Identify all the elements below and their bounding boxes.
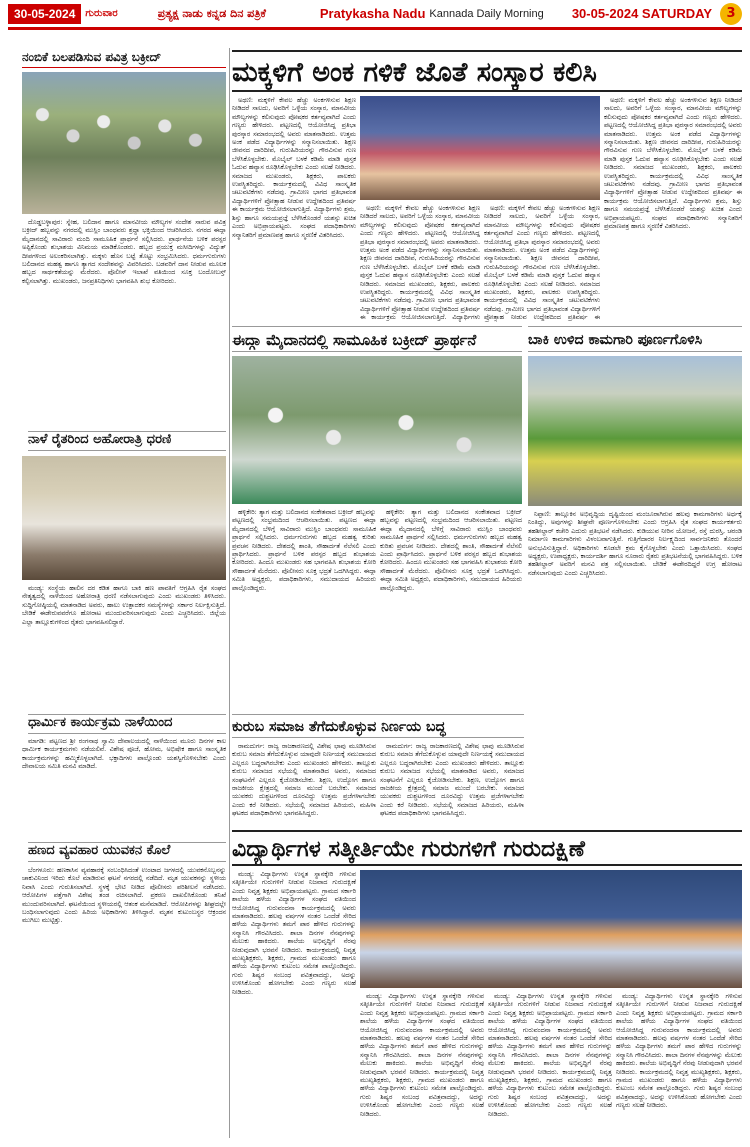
page-number: 3 [720,3,742,25]
tagline: ಪ್ರತ್ಯಕ್ಷ ನಾಡು ಕನ್ನಡ ದಿನ ಪತ್ರಿಕೆ [157,6,266,20]
photo-farmers-meeting [22,456,226,580]
story-sanskara-body-col4: ಅಥಣಿ: ಮಕ್ಕಳಿಗೆ ಕೇವಲ ಹೆಚ್ಚು ಅಂಕಗಳಿಸುವ ಶಿಕ್ಷಣ ನೀಡಿದರೆ ಸಾಲದು, ಅವರಿಗೆ ಒಳ್ಳೆಯ ಸಂಸ್ಕಾರ, ಮಾನವೀಯ ಮೌಲ್ಯಗಳನ್ನು ಕಲಿಸುವುದು ಪೋಷಕರ ಕರ್ತವ್ಯವಾಗಿದೆ ಎಂದು ಗಣ್ಯರು ಹೇಳಿದರು. ಪಟ್ಟಣದಲ್ಲಿ ಆಯೋಜಿಸಿದ್ದ ಪ್ರತಿಭಾ ಪುರಸ್ಕಾರ ಸಮಾರಂಭದಲ್ಲಿ ಅವರು ಮಾತನಾಡಿದರು. ಉತ್ತಮ ಅಂಕ ಪಡೆದ ವಿದ್ಯಾರ್ಥಿಗಳನ್ನು ಸನ್ಮಾನಿಸಲಾಯಿತು. ಶಿಕ್ಷಣ ಜೀವನದ ದಾರಿದೀಪ, ಗುರುಹಿರಿಯರನ್ನು ಗೌರವಿಸುವ ಗುಣ ಬೆಳೆಸಿಕೊಳ್ಳಬೇಕು. ಮೊಬೈಲ್ ಬಳಕೆ ಕಡಿಮೆ ಮಾಡಿ ಪುಸ್ತಕ ಓದುವ ಹವ್ಯಾಸ ರೂಢಿಸಿಕೊಳ್ಳಬೇಕು ಎಂದು ಸಲಹೆ ನೀಡಿದರು. ಸಮಾಜದ ಮುಖಂಡರು, ಶಿಕ್ಷಕರು, ಪಾಲಕರು ಉಪಸ್ಥಿತರಿದ್ದರು. ಕಾರ್ಯಕ್ರಮದಲ್ಲಿ ವಿವಿಧ ಸಾಂಸ್ಕೃತಿಕ ಚಟುವಟಿಕೆಗಳು ನಡೆದವು. ಗ್ರಾಮೀಣ ಭಾಗದ ಪ್ರತಿಭಾವಂತ ವಿದ್ಯಾರ್ಥಿಗಳಿಗೆ ಪ್ರೋತ್ಸಾಹ ನೀಡುವ ಉದ್ದೇಶದಿಂದ ಪ್ರತಿವರ್ಷ ಈ ಕಾರ್ಯಕ್ರಮ ಆಯೋಜಿಸಲಾಗುತ್ತಿದೆ. ವಿದ್ಯಾರ್ಥಿಗಳು ಶ್ರಮ, ಶಿಸ್ತು ಹಾಗೂ ಸಮಯಪ್ರಜ್ಞೆ ಬೆಳೆಸಿಕೊಂಡರೆ ಯಶಸ್ಸು ಖಚಿತ ಎಂದು ಅಭಿಪ್ರಾಯಪಟ್ಟರು. ಸಂಘದ ಪದಾಧಿಕಾರಿಗಳು ಸನ್ಮಾನಿತರಿಗೆ ಪ್ರಮಾಣಪತ್ರ ಹಾಗೂ ಸ್ಮರಣಿಕೆ ವಿತರಿಸಿದರು. [604,96,742,231]
story-farmers-body: ಮಂಡ್ಯ: ಸಂಸ್ಥೆಯ ಹಾಲಿನ ದರ ಕಡಿತ ಹಾಗೂ ಬಾಕಿ ಹಣ ಪಾವತಿಗೆ ಆಗ್ರಹಿಸಿ ರೈತ ಸಂಘದ ನೇತೃತ್ವದಲ್ಲಿ ನಾಳೆಯಿಂದ ಅಹೋರಾತ್ರಿ ಧರಣಿ ನಡೆಸಲಾಗುವುದು ಎಂದು ಮುಖಂಡರು ತಿಳಿಸಿದರು. ಸುದ್ದಿಗೋಷ್ಠಿಯಲ್ಲಿ ಮಾತನಾಡಿದ ಅವರು, ಹಾಲು ಉತ್ಪಾದಕರ ಸಮಸ್ಯೆಗಳನ್ನು ಸರ್ಕಾರ ನಿರ್ಲಕ್ಷಿಸುತ್ತಿದೆ. ಬೇಡಿಕೆ ಈಡೇರುವವರೆಗೂ ಹೋರಾಟ ಮುಂದುವರಿಸಲಾಗುವುದು ಎಂದು ಎಚ್ಚರಿಸಿದರು. ಜಿಲ್ಲೆಯ ಎಲ್ಲಾ ತಾಲ್ಲೂಕುಗಳಿಂದ ರೈತರು ಭಾಗವಹಿಸಲಿದ್ದಾರೆ. [22,584,226,626]
headline-religious-program: ಧಾರ್ಮಿಕ ಕಾರ್ಯಕ್ರಮ ನಾಳೆಯಿಂದ [28,714,226,734]
photo-award-ceremony [360,96,600,200]
story-religious-body: ಮಾಗಡಿ: ಪಟ್ಟಣದ ಶ್ರೀ ರಂಗನಾಥ ಸ್ವಾಮಿ ದೇವಾಲಯದಲ್ಲಿ ನಾಳೆಯಿಂದ ಮೂರು ದಿನಗಳ ಕಾಲ ಧಾರ್ಮಿಕ ಕಾರ್ಯಕ್ರಮಗಳು ನಡೆಯಲಿವೆ. ವಿಶೇಷ ಪೂಜೆ, ಹೋಮ, ಅಭಿಷೇಕ ಹಾಗೂ ಸಾಂಸ್ಕೃತಿಕ ಕಾರ್ಯಕ್ರಮಗಳನ್ನು ಹಮ್ಮಿಕೊಳ್ಳಲಾಗಿದೆ. ಭಕ್ತಾದಿಗಳು ಪಾಲ್ಗೊಂಡು ಯಶಸ್ವಿಗೊಳಿಸಬೇಕು ಎಂದು ದೇವಾಲಯ ಸಮಿತಿ ಮನವಿ ಮಾಡಿದೆ. [22,737,226,771]
story-sanskara-body-col2: ಅಥಣಿ: ಮಕ್ಕಳಿಗೆ ಕೇವಲ ಹೆಚ್ಚು ಅಂಕಗಳಿಸುವ ಶಿಕ್ಷಣ ನೀಡಿದರೆ ಸಾಲದು, ಅವರಿಗೆ ಒಳ್ಳೆಯ ಸಂಸ್ಕಾರ, ಮಾನವೀಯ ಮೌಲ್ಯಗಳನ್ನು ಕಲಿಸುವುದು ಪೋಷಕರ ಕರ್ತವ್ಯವಾಗಿದೆ ಎಂದು ಗಣ್ಯರು ಹೇಳಿದರು. ಪಟ್ಟಣದಲ್ಲಿ ಆಯೋಜಿಸಿದ್ದ ಪ್ರತಿಭಾ ಪುರಸ್ಕಾರ ಸಮಾರಂಭದಲ್ಲಿ ಅವರು ಮಾತನಾಡಿದರು. ಉತ್ತಮ ಅಂಕ ಪಡೆದ ವಿದ್ಯಾರ್ಥಿಗಳನ್ನು ಸನ್ಮಾನಿಸಲಾಯಿತು. ಶಿಕ್ಷಣ ಜೀವನದ ದಾರಿದೀಪ, ಗುರುಹಿರಿಯರನ್ನು ಗೌರವಿಸುವ ಗುಣ ಬೆಳೆಸಿಕೊಳ್ಳಬೇಕು. ಮೊಬೈಲ್ ಬಳಕೆ ಕಡಿಮೆ ಮಾಡಿ ಪುಸ್ತಕ ಓದುವ ಹವ್ಯಾಸ ರೂಢಿಸಿಕೊಳ್ಳಬೇಕು ಎಂದು ಸಲಹೆ ನೀಡಿದರು. ಸಮಾಜದ ಮುಖಂಡರು, ಶಿಕ್ಷಕರು, ಪಾಲಕರು ಉಪಸ್ಥಿತರಿದ್ದರು. ಕಾರ್ಯಕ್ರಮದಲ್ಲಿ ವಿವಿಧ ಸಾಂಸ್ಕೃತಿಕ ಚಟುವಟಿಕೆಗಳು ನಡೆದವು. ಗ್ರಾಮೀಣ ಭಾಗದ ಪ್ರತಿಭಾವಂತ ವಿದ್ಯಾರ್ಥಿಗಳಿಗೆ ಪ್ರೋತ್ಸಾಹ ನೀಡುವ ಉದ್ದೇಶದಿಂದ ಪ್ರತಿವರ್ಷ ಈ ಕಾರ್ಯಕ್ರಮ ಆಯೋಜಿಸಲಾಗುತ್ತಿದೆ. ವಿದ್ಯಾರ್ಥಿಗಳು [360,204,480,322]
paper-name: Pratykasha Nadu [319,6,426,21]
headline-sanskara: ಮಕ್ಕಳಿಗೆ ಅಂಕ ಗಳಿಕೆ ಜೊತೆ ಸಂಸ್ಕಾರ ಕಲಿಸಿ [232,50,742,92]
story-gurudakshine-body-col4: ಮಂಡ್ಯ: ವಿದ್ಯಾರ್ಥಿಗಳು ಉನ್ನತ ಸ್ಥಾನಕ್ಕೇರಿ ಗಳಿಸುವ ಸತ್ಕೀರ್ತಿಯೇ ಗುರುಗಳಿಗೆ ನೀಡುವ ನಿಜವಾದ ಗುರುದಕ್ಷಿಣೆ ಎಂದು ನಿವೃತ್ತ ಶಿಕ್ಷಕರು ಅಭಿಪ್ರಾಯಪಟ್ಟರು. ಗ್ರಾಮದ ಸರ್ಕಾರಿ ಶಾಲೆಯ ಹಳೆಯ ವಿದ್ಯಾರ್ಥಿಗಳ ಸಂಘದ ವತಿಯಿಂದ ಆಯೋಜಿಸಿದ್ದ ಗುರುವಂದನಾ ಕಾರ್ಯಕ್ರಮದಲ್ಲಿ ಅವರು ಮಾತನಾಡಿದರು. ಹಲವು ವರ್ಷಗಳ ನಂತರ ಒಂದೆಡೆ ಸೇರಿದ ಹಳೆಯ ವಿದ್ಯಾರ್ಥಿಗಳು ತಮಗೆ ಪಾಠ ಹೇಳಿದ ಗುರುಗಳನ್ನು ಸನ್ಮಾನಿಸಿ ಗೌರವಿಸಿದರು. ಶಾಲಾ ದಿನಗಳ ನೆನಪುಗಳನ್ನು ಮೆಲುಕು ಹಾಕಿದರು. ಶಾಲೆಯ ಅಭಿವೃದ್ಧಿಗೆ ನೆರವು ನೀಡುವುದಾಗಿ ಭರವಸೆ ನೀಡಿದರು. ಕಾರ್ಯಕ್ರಮದಲ್ಲಿ ನಿವೃತ್ತ ಮುಖ್ಯಶಿಕ್ಷಕರು, ಶಿಕ್ಷಕರು, ಗ್ರಾಮದ ಮುಖಂಡರು ಹಾಗೂ ಹಳೆಯ ವಿದ್ಯಾರ್ಥಿಗಳು ಕುಟುಂಬ ಸಮೇತ ಪಾಲ್ಗೊಂಡಿದ್ದರು. ಗುರು ಶಿಷ್ಯರ ಸಂಬಂಧ ಪವಿತ್ರವಾದದ್ದು, ಅದನ್ನು ಉಳಿಸಿಕೊಂಡು ಹೋಗಬೇಕು ಎಂದು ಗಣ್ಯರು ಸಲಹೆ ನೀಡಿದರು. [616,992,742,1110]
headline-farmers-dharna: ನಾಳೆ ರೈತರಿಂದ ಅಹೋರಾತ್ರಿ ಧರಣಿ [28,431,226,451]
photo-gurudakshine-group [360,870,742,988]
headline-kuruba: ಕುರುಬ ಸಮಾಜ ತೆಗೆದುಕೊಳ್ಳುವ ನಿರ್ಣಯ ಬದ್ಧ [232,714,524,738]
headline-gurudakshine: ವಿದ್ಯಾರ್ಥಿಗಳ ಸತ್ಕೀರ್ತಿಯೇ ಗುರುಗಳಿಗೆ ಗುರುದಕ್ಷಿಣೆ [232,830,742,866]
photo-protest [528,356,742,506]
story-pending-works-body: ನಿಪ್ಪಾಣಿ: ತಾಲ್ಲೂಕಿನ ಅಭಿವೃದ್ಧಿಯ ದೃಷ್ಟಿಯಿಂದ ಮಂಜೂರಾಗಿರುವ ಹಲವು ಕಾಮಗಾರಿಗಳು ಅರ್ಧಕ್ಕೆ ನಿಂತಿದ್ದು, ಅವುಗಳನ್ನು ಶೀಘ್ರವೇ ಪೂರ್ಣಗೊಳಿಸಬೇಕು ಎಂದು ಆಗ್ರಹಿಸಿ ರೈತ ಸಂಘದ ಕಾರ್ಯಕರ್ತರು ತಹಶೀಲ್ದಾರ್ ಕಚೇರಿ ಎದುರು ಪ್ರತಿಭಟನೆ ನಡೆಸಿದರು. ಕುಡಿಯುವ ನೀರಿನ ಯೋಜನೆ, ರಸ್ತೆ ದುರಸ್ತಿ, ಚರಂಡಿ ನಿರ್ಮಾಣ ಕಾಮಗಾರಿಗಳು ವಿಳಂಬವಾಗುತ್ತಿವೆ. ಗುತ್ತಿಗೆದಾರರ ನಿರ್ಲಕ್ಷ್ಯದಿಂದ ಸಾರ್ವಜನಿಕರು ತೊಂದರೆ ಅನುಭವಿಸುತ್ತಿದ್ದಾರೆ. ಅಧಿಕಾರಿಗಳು ಕೂಡಲೇ ಕ್ರಮ ಕೈಗೊಳ್ಳಬೇಕು ಎಂದು ಒತ್ತಾಯಿಸಿದರು. ಸಂಘದ ಅಧ್ಯಕ್ಷರು, ಉಪಾಧ್ಯಕ್ಷರು, ಕಾರ್ಯದರ್ಶಿ ಹಾಗೂ ನೂರಾರು ರೈತರು ಪ್ರತಿಭಟನೆಯಲ್ಲಿ ಭಾಗವಹಿಸಿದ್ದರು. ಬಳಿಕ ತಹಶೀಲ್ದಾರ್ ಅವರಿಗೆ ಮನವಿ ಪತ್ರ ಸಲ್ಲಿಸಲಾಯಿತು. ಬೇಡಿಕೆ ಈಡೇರದಿದ್ದರೆ ಉಗ್ರ ಹೋರಾಟ ನಡೆಸಲಾಗುವುದು ಎಂದು ಎಚ್ಚರಿಸಿದರು. [528,510,742,577]
weekday: ಗುರುವಾರ [85,8,118,19]
story-kuruba-body-col2: ರಾಮದುರ್ಗ: ರಾಜ್ಯ ರಾಜಕಾರಣದಲ್ಲಿ ವಿಶೇಷ ಛಾಪು ಮೂಡಿಸಿರುವ ಕುರುಬ ಸಮಾಜ ತೆಗೆದುಕೊಳ್ಳುವ ಯಾವುದೇ ನಿರ್ಣಯಕ್ಕೆ ಸಮುದಾಯದ ಎಲ್ಲರೂ ಬದ್ಧರಾಗಿರಬೇಕು ಎಂದು ಮುಖಂಡರು ಹೇಳಿದರು. ತಾಲ್ಲೂಕು ಕುರುಬ ಸಮಾಜದ ಸಭೆಯಲ್ಲಿ ಮಾತನಾಡಿದ ಅವರು, ಸಮಾಜದ ಸಂಘಟನೆಗೆ ಎಲ್ಲರೂ ಕೈಜೋಡಿಸಬೇಕು. ಶಿಕ್ಷಣ, ಉದ್ಯೋಗ ಹಾಗೂ ರಾಜಕೀಯ ಕ್ಷೇತ್ರದಲ್ಲಿ ಸಮಾಜ ಮುಂದೆ ಬರಬೇಕು. ಸಮಾಜದ ಯುವಕರು ದುಶ್ಚಟಗಳಿಂದ ದೂರವಿದ್ದು ಉತ್ತಮ ಪ್ರಜೆಗಳಾಗಬೇಕು ಎಂದು ಕರೆ ನೀಡಿದರು. ಸಭೆಯಲ್ಲಿ ಸಮಾಜದ ಹಿರಿಯರು, ಮಹಿಳಾ ಘಟಕದ ಪದಾಧಿಕಾರಿಗಳು ಭಾಗವಹಿಸಿದ್ದರು. [380,742,524,818]
story-gurudakshine-body-col3: ಮಂಡ್ಯ: ವಿದ್ಯಾರ್ಥಿಗಳು ಉನ್ನತ ಸ್ಥಾನಕ್ಕೇರಿ ಗಳಿಸುವ ಸತ್ಕೀರ್ತಿಯೇ ಗುರುಗಳಿಗೆ ನೀಡುವ ನಿಜವಾದ ಗುರುದಕ್ಷಿಣೆ ಎಂದು ನಿವೃತ್ತ ಶಿಕ್ಷಕರು ಅಭಿಪ್ರಾಯಪಟ್ಟರು. ಗ್ರಾಮದ ಸರ್ಕಾರಿ ಶಾಲೆಯ ಹಳೆಯ ವಿದ್ಯಾರ್ಥಿಗಳ ಸಂಘದ ವತಿಯಿಂದ ಆಯೋಜಿಸಿದ್ದ ಗುರುವಂದನಾ ಕಾರ್ಯಕ್ರಮದಲ್ಲಿ ಅವರು ಮಾತನಾಡಿದರು. ಹಲವು ವರ್ಷಗಳ ನಂತರ ಒಂದೆಡೆ ಸೇರಿದ ಹಳೆಯ ವಿದ್ಯಾರ್ಥಿಗಳು ತಮಗೆ ಪಾಠ ಹೇಳಿದ ಗುರುಗಳನ್ನು ಸನ್ಮಾನಿಸಿ ಗೌರವಿಸಿದರು. ಶಾಲಾ ದಿನಗಳ ನೆನಪುಗಳನ್ನು ಮೆಲುಕು ಹಾಕಿದರು. ಶಾಲೆಯ ಅಭಿವೃದ್ಧಿಗೆ ನೆರವು ನೀಡುವುದಾಗಿ ಭರವಸೆ ನೀಡಿದರು. ಕಾರ್ಯಕ್ರಮದಲ್ಲಿ ನಿವೃತ್ತ ಮುಖ್ಯಶಿಕ್ಷಕರು, ಶಿಕ್ಷಕರು, ಗ್ರಾಮದ ಮುಖಂಡರು ಹಾಗೂ ಹಳೆಯ ವಿದ್ಯಾರ್ಥಿಗಳು ಕುಟುಂಬ ಸಮೇತ ಪಾಲ್ಗೊಂಡಿದ್ದರು. ಗುರು ಶಿಷ್ಯರ ಸಂಬಂಧ ಪವಿತ್ರವಾದದ್ದು, ಅದನ್ನು ಉಳಿಸಿಕೊಂಡು ಹೋಗಬೇಕು ಎಂದು ಗಣ್ಯರು ಸಲಹೆ ನೀಡಿದರು. [488,992,612,1118]
photo-eidgah-prayer [232,356,522,504]
story-sanskara-body-col1: ಅಥಣಿ: ಮಕ್ಕಳಿಗೆ ಕೇವಲ ಹೆಚ್ಚು ಅಂಕಗಳಿಸುವ ಶಿಕ್ಷಣ ನೀಡಿದರೆ ಸಾಲದು, ಅವರಿಗೆ ಒಳ್ಳೆಯ ಸಂಸ್ಕಾರ, ಮಾನವೀಯ ಮೌಲ್ಯಗಳನ್ನು ಕಲಿಸುವುದು ಪೋಷಕರ ಕರ್ತವ್ಯವಾಗಿದೆ ಎಂದು ಗಣ್ಯರು ಹೇಳಿದರು. ಪಟ್ಟಣದಲ್ಲಿ ಆಯೋಜಿಸಿದ್ದ ಪ್ರತಿಭಾ ಪುರಸ್ಕಾರ ಸಮಾರಂಭದಲ್ಲಿ ಅವರು ಮಾತನಾಡಿದರು. ಉತ್ತಮ ಅಂಕ ಪಡೆದ ವಿದ್ಯಾರ್ಥಿಗಳನ್ನು ಸನ್ಮಾನಿಸಲಾಯಿತು. ಶಿಕ್ಷಣ ಜೀವನದ ದಾರಿದೀಪ, ಗುರುಹಿರಿಯರನ್ನು ಗೌರವಿಸುವ ಗುಣ ಬೆಳೆಸಿಕೊಳ್ಳಬೇಕು. ಮೊಬೈಲ್ ಬಳಕೆ ಕಡಿಮೆ ಮಾಡಿ ಪುಸ್ತಕ ಓದುವ ಹವ್ಯಾಸ ರೂಢಿಸಿಕೊಳ್ಳಬೇಕು ಎಂದು ಸಲಹೆ ನೀಡಿದರು. ಸಮಾಜದ ಮುಖಂಡರು, ಶಿಕ್ಷಕರು, ಪಾಲಕರು ಉಪಸ್ಥಿತರಿದ್ದರು. ಕಾರ್ಯಕ್ರಮದಲ್ಲಿ ವಿವಿಧ ಸಾಂಸ್ಕೃತಿಕ ಚಟುವಟಿಕೆಗಳು ನಡೆದವು. ಗ್ರಾಮೀಣ ಭಾಗದ ಪ್ರತಿಭಾವಂತ ವಿದ್ಯಾರ್ಥಿಗಳಿಗೆ ಪ್ರೋತ್ಸಾಹ ನೀಡುವ ಉದ್ದೇಶದಿಂದ ಪ್ರತಿವರ್ಷ ಈ ಕಾರ್ಯಕ್ರಮ ಆಯೋಜಿಸಲಾಗುತ್ತಿದೆ. ವಿದ್ಯಾರ್ಥಿಗಳು ಶ್ರಮ, ಶಿಸ್ತು ಹಾಗೂ ಸಮಯಪ್ರಜ್ಞೆ ಬೆಳೆಸಿಕೊಂಡರೆ ಯಶಸ್ಸು ಖಚಿತ ಎಂದು ಅಭಿಪ್ರಾಯಪಟ್ಟರು. ಸಂಘದ ಪದಾಧಿಕಾರಿಗಳು ಸನ್ಮಾನಿತರಿಗೆ ಪ್ರಮಾಣಪತ್ರ ಹಾಗೂ ಸ್ಮರಣಿಕೆ ವಿತರಿಸಿದರು. [232,96,356,239]
story-bakrid-faith-body: ದೊಡ್ಡಬಳ್ಳಾಪುರ: ಸ್ನೇಹ, ಬಲಿದಾನ ಹಾಗೂ ಮಾನವೀಯ ಮೌಲ್ಯಗಳ ಸಂದೇಶ ಸಾರುವ ಪವಿತ್ರ ಬಕ್ರೀದ್ ಹಬ್ಬವನ್ನು ನಗರದಲ್ಲಿ ಮುಸ್ಲಿಂ ಬಾಂಧವರು ಶ್ರದ್ಧಾ ಭಕ್ತಿಯಿಂದ ಆಚರಿಸಿದರು. ನಗರದ ಈದ್ಗಾ ಮೈದಾನದಲ್ಲಿ ಸಾವಿರಾರು ಮಂದಿ ಸಾಮೂಹಿಕ ಪ್ರಾರ್ಥನೆ ಸಲ್ಲಿಸಿದರು. ಪ್ರಾರ್ಥನೆಯ ಬಳಿಕ ಪರಸ್ಪರ ಅಪ್ಪಿಕೊಂಡು ಶುಭಾಶಯ ವಿನಿಮಯ ಮಾಡಿಕೊಂಡರು. ಹಬ್ಬದ ಪ್ರಯುಕ್ತ ಮಸೀದಿಗಳನ್ನು ವಿದ್ಯುತ್ ದೀಪಗಳಿಂದ ಅಲಂಕರಿಸಲಾಗಿತ್ತು. ಮಕ್ಕಳು ಹೊಸ ಬಟ್ಟೆ ತೊಟ್ಟು ಸಂಭ್ರಮಿಸಿದರು. ಧರ್ಮಗುರುಗಳು ಬಲಿದಾನದ ಮಹತ್ವ ಹಾಗೂ ತ್ಯಾಗದ ಸಂದೇಶವನ್ನು ವಿವರಿಸಿದರು. ಬಡವರಿಗೆ ದಾನ ನೀಡುವ ಮೂಲಕ ಹಬ್ಬದ ಸಾರ್ಥಕತೆಯನ್ನು ಮೆರೆದರು. ಪೊಲೀಸ್ ಇಲಾಖೆ ವತಿಯಿಂದ ಸೂಕ್ತ ಬಂದೋಬಸ್ತ್ ಕಲ್ಪಿಸಲಾಗಿತ್ತು. ಮುಖಂಡರು, ಜನಪ್ರತಿನಿಧಿಗಳು ಭಾಗವಹಿಸಿ ಶುಭ ಕೋರಿದರು. [22,218,226,285]
story-kuruba-body-col1: ರಾಮದುರ್ಗ: ರಾಜ್ಯ ರಾಜಕಾರಣದಲ್ಲಿ ವಿಶೇಷ ಛಾಪು ಮೂಡಿಸಿರುವ ಕುರುಬ ಸಮಾಜ ತೆಗೆದುಕೊಳ್ಳುವ ಯಾವುದೇ ನಿರ್ಣಯಕ್ಕೆ ಸಮುದಾಯದ ಎಲ್ಲರೂ ಬದ್ಧರಾಗಿರಬೇಕು ಎಂದು ಮುಖಂಡರು ಹೇಳಿದರು. ತಾಲ್ಲೂಕು ಕುರುಬ ಸಮಾಜದ ಸಭೆಯಲ್ಲಿ ಮಾತನಾಡಿದ ಅವರು, ಸಮಾಜದ ಸಂಘಟನೆಗೆ ಎಲ್ಲರೂ ಕೈಜೋಡಿಸಬೇಕು. ಶಿಕ್ಷಣ, ಉದ್ಯೋಗ ಹಾಗೂ ರಾಜಕೀಯ ಕ್ಷೇತ್ರದಲ್ಲಿ ಸಮಾಜ ಮುಂದೆ ಬರಬೇಕು. ಸಮಾಜದ ಯುವಕರು ದುಶ್ಚಟಗಳಿಂದ ದೂರವಿದ್ದು ಉತ್ತಮ ಪ್ರಜೆಗಳಾಗಬೇಕು ಎಂದು ಕರೆ ನೀಡಿದರು. ಸಭೆಯಲ್ಲಿ ಸಮಾಜದ ಹಿರಿಯರು, ಮಹಿಳಾ ಘಟಕದ ಪದಾಧಿಕಾರಿಗಳು ಭಾಗವಹಿಸಿದ್ದರು. [232,742,376,818]
photo-bakrid-crowd [22,72,226,214]
column-divider [229,48,230,1138]
date-right: 30-05-2024 SATURDAY [571,6,712,21]
headline-eidgah-prayer: ಈದ್ಗಾ ಮೈದಾನದಲ್ಲಿ ಸಾಮೂಹಿಕ ಬಕ್ರೀದ್ ಪ್ರಾರ್ಥನೆ [232,326,522,352]
headline-murder: ಹಣದ ವ್ಯವಹಾರ ಯುವಕನ ಕೊಲೆ [28,842,226,862]
story-gurudakshine-body-col1: ಮಂಡ್ಯ: ವಿದ್ಯಾರ್ಥಿಗಳು ಉನ್ನತ ಸ್ಥಾನಕ್ಕೇರಿ ಗಳಿಸುವ ಸತ್ಕೀರ್ತಿಯೇ ಗುರುಗಳಿಗೆ ನೀಡುವ ನಿಜವಾದ ಗುರುದಕ್ಷಿಣೆ ಎಂದು ನಿವೃತ್ತ ಶಿಕ್ಷಕರು ಅಭಿಪ್ರಾಯಪಟ್ಟರು. ಗ್ರಾಮದ ಸರ್ಕಾರಿ ಶಾಲೆಯ ಹಳೆಯ ವಿದ್ಯಾರ್ಥಿಗಳ ಸಂಘದ ವತಿಯಿಂದ ಆಯೋಜಿಸಿದ್ದ ಗುರುವಂದನಾ ಕಾರ್ಯಕ್ರಮದಲ್ಲಿ ಅವರು ಮಾತನಾಡಿದರು. ಹಲವು ವರ್ಷಗಳ ನಂತರ ಒಂದೆಡೆ ಸೇರಿದ ಹಳೆಯ ವಿದ್ಯಾರ್ಥಿಗಳು ತಮಗೆ ಪಾಠ ಹೇಳಿದ ಗುರುಗಳನ್ನು ಸನ್ಮಾನಿಸಿ ಗೌರವಿಸಿದರು. ಶಾಲಾ ದಿನಗಳ ನೆನಪುಗಳನ್ನು ಮೆಲುಕು ಹಾಕಿದರು. ಶಾಲೆಯ ಅಭಿವೃದ್ಧಿಗೆ ನೆರವು ನೀಡುವುದಾಗಿ ಭರವಸೆ ನೀಡಿದರು. ಕಾರ್ಯಕ್ರಮದಲ್ಲಿ ನಿವೃತ್ತ ಮುಖ್ಯಶಿಕ್ಷಕರು, ಶಿಕ್ಷಕರು, ಗ್ರಾಮದ ಮುಖಂಡರು ಹಾಗೂ ಹಳೆಯ ವಿದ್ಯಾರ್ಥಿಗಳು ಕುಟುಂಬ ಸಮೇತ ಪಾಲ್ಗೊಂಡಿದ್ದರು. ಗುರು ಶಿಷ್ಯರ ಸಂಬಂಧ ಪವಿತ್ರವಾದದ್ದು, ಅದನ್ನು ಉಳಿಸಿಕೊಂಡು ಹೋಗಬೇಕು ಎಂದು ಗಣ್ಯರು ಸಲಹೆ ನೀಡಿದರು. [232,870,356,996]
masthead [8,0,742,30]
date-left: 30-05-2024 [8,4,81,24]
story-eidgah-body-col1: ಹಳ್ಳಿಕೇರಿ: ತ್ಯಾಗ ಮತ್ತು ಬಲಿದಾನದ ಸಂಕೇತವಾದ ಬಕ್ರೀದ್ ಹಬ್ಬವನ್ನು ಪಟ್ಟಣದಲ್ಲಿ ಸಂಭ್ರಮದಿಂದ ಆಚರಿಸಲಾಯಿತು. ಪಟ್ಟಣದ ಈದ್ಗಾ ಮೈದಾನದಲ್ಲಿ ಬೆಳಿಗ್ಗೆ ಸಾವಿರಾರು ಮುಸ್ಲಿಂ ಬಾಂಧವರು ಸಾಮೂಹಿಕ ಪ್ರಾರ್ಥನೆ ಸಲ್ಲಿಸಿದರು. ಧರ್ಮಗುರುಗಳು ಹಬ್ಬದ ಮಹತ್ವ ಕುರಿತು ಪ್ರವಚನ ನೀಡಿದರು. ದೇಶದಲ್ಲಿ ಶಾಂತಿ, ಸೌಹಾರ್ದತೆ ನೆಲೆಸಲಿ ಎಂದು ಪ್ರಾರ್ಥಿಸಿದರು. ಪ್ರಾರ್ಥನೆ ಬಳಿಕ ಪರಸ್ಪರ ಹಬ್ಬದ ಶುಭಾಶಯ ಕೋರಿದರು. ಹಿಂದೂ ಮುಖಂಡರು ಸಹ ಭಾಗವಹಿಸಿ ಶುಭಾಶಯ ಕೋರಿ ಸೌಹಾರ್ದತೆ ಮೆರೆದರು. ಪೊಲೀಸರು ಸೂಕ್ತ ಭದ್ರತೆ ಒದಗಿಸಿದ್ದರು. ಈದ್ಗಾ ಸಮಿತಿ ಅಧ್ಯಕ್ಷರು, ಪದಾಧಿಕಾರಿಗಳು, ಸಮುದಾಯದ ಹಿರಿಯರು ಪಾಲ್ಗೊಂಡಿದ್ದರು. [232,508,376,592]
story-sanskara-body-col3: ಅಥಣಿ: ಮಕ್ಕಳಿಗೆ ಕೇವಲ ಹೆಚ್ಚು ಅಂಕಗಳಿಸುವ ಶಿಕ್ಷಣ ನೀಡಿದರೆ ಸಾಲದು, ಅವರಿಗೆ ಒಳ್ಳೆಯ ಸಂಸ್ಕಾರ, ಮಾನವೀಯ ಮೌಲ್ಯಗಳನ್ನು ಕಲಿಸುವುದು ಪೋಷಕರ ಕರ್ತವ್ಯವಾಗಿದೆ ಎಂದು ಗಣ್ಯರು ಹೇಳಿದರು. ಪಟ್ಟಣದಲ್ಲಿ ಆಯೋಜಿಸಿದ್ದ ಪ್ರತಿಭಾ ಪುರಸ್ಕಾರ ಸಮಾರಂಭದಲ್ಲಿ ಅವರು ಮಾತನಾಡಿದರು. ಉತ್ತಮ ಅಂಕ ಪಡೆದ ವಿದ್ಯಾರ್ಥಿಗಳನ್ನು ಸನ್ಮಾನಿಸಲಾಯಿತು. ಶಿಕ್ಷಣ ಜೀವನದ ದಾರಿದೀಪ, ಗುರುಹಿರಿಯರನ್ನು ಗೌರವಿಸುವ ಗುಣ ಬೆಳೆಸಿಕೊಳ್ಳಬೇಕು. ಮೊಬೈಲ್ ಬಳಕೆ ಕಡಿಮೆ ಮಾಡಿ ಪುಸ್ತಕ ಓದುವ ಹವ್ಯಾಸ ರೂಢಿಸಿಕೊಳ್ಳಬೇಕು ಎಂದು ಸಲಹೆ ನೀಡಿದರು. ಸಮಾಜದ ಮುಖಂಡರು, ಶಿಕ್ಷಕರು, ಪಾಲಕರು ಉಪಸ್ಥಿತರಿದ್ದರು. ಕಾರ್ಯಕ್ರಮದಲ್ಲಿ ವಿವಿಧ ಸಾಂಸ್ಕೃತಿಕ ಚಟುವಟಿಕೆಗಳು ನಡೆದವು. ಗ್ರಾಮೀಣ ಭಾಗದ ಪ್ರತಿಭಾವಂತ ವಿದ್ಯಾರ್ಥಿಗಳಿಗೆ ಪ್ರೋತ್ಸಾಹ ನೀಡುವ ಉದ್ದೇಶದಿಂದ ಪ್ರತಿವರ್ಷ ಈ [484,204,600,322]
headline-pending-works: ಬಾಕಿ ಉಳಿದ ಕಾಮಗಾರಿ ಪೂರ್ಣಗೊಳಿಸಿ [528,326,742,352]
headline-bakrid-faith: ನಂಬಿಕೆ ಬಲಪಡಿಸುವ ಪವಿತ್ರ ಬಕ್ರೀದ್ [22,50,226,68]
paper-subtitle: Kannada Daily Morning [429,7,544,20]
story-murder-body: ಬೆಂಗಳೂರು: ಹಣಕಾಸಿನ ವ್ಯವಹಾರಕ್ಕೆ ಸಂಬಂಧಿಸಿದಂತೆ ಉಂಟಾದ ಜಗಳದಲ್ಲಿ ಯುವಕನೊಬ್ಬನನ್ನು ಚಾಕುವಿನಿಂದ ಇರಿದು ಕೊಲೆ ಮಾಡಿರುವ ಘಟನೆ ನಗರದಲ್ಲಿ ನಡೆದಿದೆ. ಮೃತ ಯುವಕನನ್ನು ಸ್ಥಳೀಯ ನಿವಾಸಿ ಎಂದು ಗುರುತಿಸಲಾಗಿದೆ. ಸ್ಥಳಕ್ಕೆ ಭೇಟಿ ನೀಡಿದ ಪೊಲೀಸರು ಪರಿಶೀಲನೆ ನಡೆಸಿದರು. ಆರೋಪಿಗಳ ಪತ್ತೆಗಾಗಿ ವಿಶೇಷ ತಂಡ ರಚಿಸಲಾಗಿದೆ. ಪ್ರಕರಣ ದಾಖಲಿಸಿಕೊಂಡು ತನಿಖೆ ಮುಂದುವರಿಸಲಾಗಿದೆ. ಘಟನೆಯಿಂದ ಸ್ಥಳೀಯರಲ್ಲಿ ಆತಂಕ ಮನೆಮಾಡಿದೆ. ಆರೋಪಿಗಳನ್ನು ಶೀಘ್ರದಲ್ಲೇ ಬಂಧಿಸಲಾಗುವುದು ಎಂದು ಹಿರಿಯ ಅಧಿಕಾರಿಗಳು ತಿಳಿಸಿದ್ದಾರೆ. ಮೃತನ ಕುಟುಂಬಸ್ಥರ ಆಕ್ರಂದನ ಮುಗಿಲು ಮುಟ್ಟಿತ್ತು. [22,866,226,925]
story-eidgah-body-col2: ಹಳ್ಳಿಕೇರಿ: ತ್ಯಾಗ ಮತ್ತು ಬಲಿದಾನದ ಸಂಕೇತವಾದ ಬಕ್ರೀದ್ ಹಬ್ಬವನ್ನು ಪಟ್ಟಣದಲ್ಲಿ ಸಂಭ್ರಮದಿಂದ ಆಚರಿಸಲಾಯಿತು. ಪಟ್ಟಣದ ಈದ್ಗಾ ಮೈದಾನದಲ್ಲಿ ಬೆಳಿಗ್ಗೆ ಸಾವಿರಾರು ಮುಸ್ಲಿಂ ಬಾಂಧವರು ಸಾಮೂಹಿಕ ಪ್ರಾರ್ಥನೆ ಸಲ್ಲಿಸಿದರು. ಧರ್ಮಗುರುಗಳು ಹಬ್ಬದ ಮಹತ್ವ ಕುರಿತು ಪ್ರವಚನ ನೀಡಿದರು. ದೇಶದಲ್ಲಿ ಶಾಂತಿ, ಸೌಹಾರ್ದತೆ ನೆಲೆಸಲಿ ಎಂದು ಪ್ರಾರ್ಥಿಸಿದರು. ಪ್ರಾರ್ಥನೆ ಬಳಿಕ ಪರಸ್ಪರ ಹಬ್ಬದ ಶುಭಾಶಯ ಕೋರಿದರು. ಹಿಂದೂ ಮುಖಂಡರು ಸಹ ಭಾಗವಹಿಸಿ ಶುಭಾಶಯ ಕೋರಿ ಸೌಹಾರ್ದತೆ ಮೆರೆದರು. ಪೊಲೀಸರು ಸೂಕ್ತ ಭದ್ರತೆ ಒದಗಿಸಿದ್ದರು. ಈದ್ಗಾ ಸಮಿತಿ ಅಧ್ಯಕ್ಷರು, ಪದಾಧಿಕಾರಿಗಳು, ಸಮುದಾಯದ ಹಿರಿಯರು ಪಾಲ್ಗೊಂಡಿದ್ದರು. [380,508,522,592]
story-gurudakshine-body-col2: ಮಂಡ್ಯ: ವಿದ್ಯಾರ್ಥಿಗಳು ಉನ್ನತ ಸ್ಥಾನಕ್ಕೇರಿ ಗಳಿಸುವ ಸತ್ಕೀರ್ತಿಯೇ ಗುರುಗಳಿಗೆ ನೀಡುವ ನಿಜವಾದ ಗುರುದಕ್ಷಿಣೆ ಎಂದು ನಿವೃತ್ತ ಶಿಕ್ಷಕರು ಅಭಿಪ್ರಾಯಪಟ್ಟರು. ಗ್ರಾಮದ ಸರ್ಕಾರಿ ಶಾಲೆಯ ಹಳೆಯ ವಿದ್ಯಾರ್ಥಿಗಳ ಸಂಘದ ವತಿಯಿಂದ ಆಯೋಜಿಸಿದ್ದ ಗುರುವಂದನಾ ಕಾರ್ಯಕ್ರಮದಲ್ಲಿ ಅವರು ಮಾತನಾಡಿದರು. ಹಲವು ವರ್ಷಗಳ ನಂತರ ಒಂದೆಡೆ ಸೇರಿದ ಹಳೆಯ ವಿದ್ಯಾರ್ಥಿಗಳು ತಮಗೆ ಪಾಠ ಹೇಳಿದ ಗುರುಗಳನ್ನು ಸನ್ಮಾನಿಸಿ ಗೌರವಿಸಿದರು. ಶಾಲಾ ದಿನಗಳ ನೆನಪುಗಳನ್ನು ಮೆಲುಕು ಹಾಕಿದರು. ಶಾಲೆಯ ಅಭಿವೃದ್ಧಿಗೆ ನೆರವು ನೀಡುವುದಾಗಿ ಭರವಸೆ ನೀಡಿದರು. ಕಾರ್ಯಕ್ರಮದಲ್ಲಿ ನಿವೃತ್ತ ಮುಖ್ಯಶಿಕ್ಷಕರು, ಶಿಕ್ಷಕರು, ಗ್ರಾಮದ ಮುಖಂಡರು ಹಾಗೂ ಹಳೆಯ ವಿದ್ಯಾರ್ಥಿಗಳು ಕುಟುಂಬ ಸಮೇತ ಪಾಲ್ಗೊಂಡಿದ್ದರು. ಗುರು ಶಿಷ್ಯರ ಸಂಬಂಧ ಪವಿತ್ರವಾದದ್ದು, ಅದನ್ನು ಉಳಿಸಿಕೊಂಡು ಹೋಗಬೇಕು ಎಂದು ಗಣ್ಯರು ಸಲಹೆ ನೀಡಿದರು. [360,992,484,1118]
